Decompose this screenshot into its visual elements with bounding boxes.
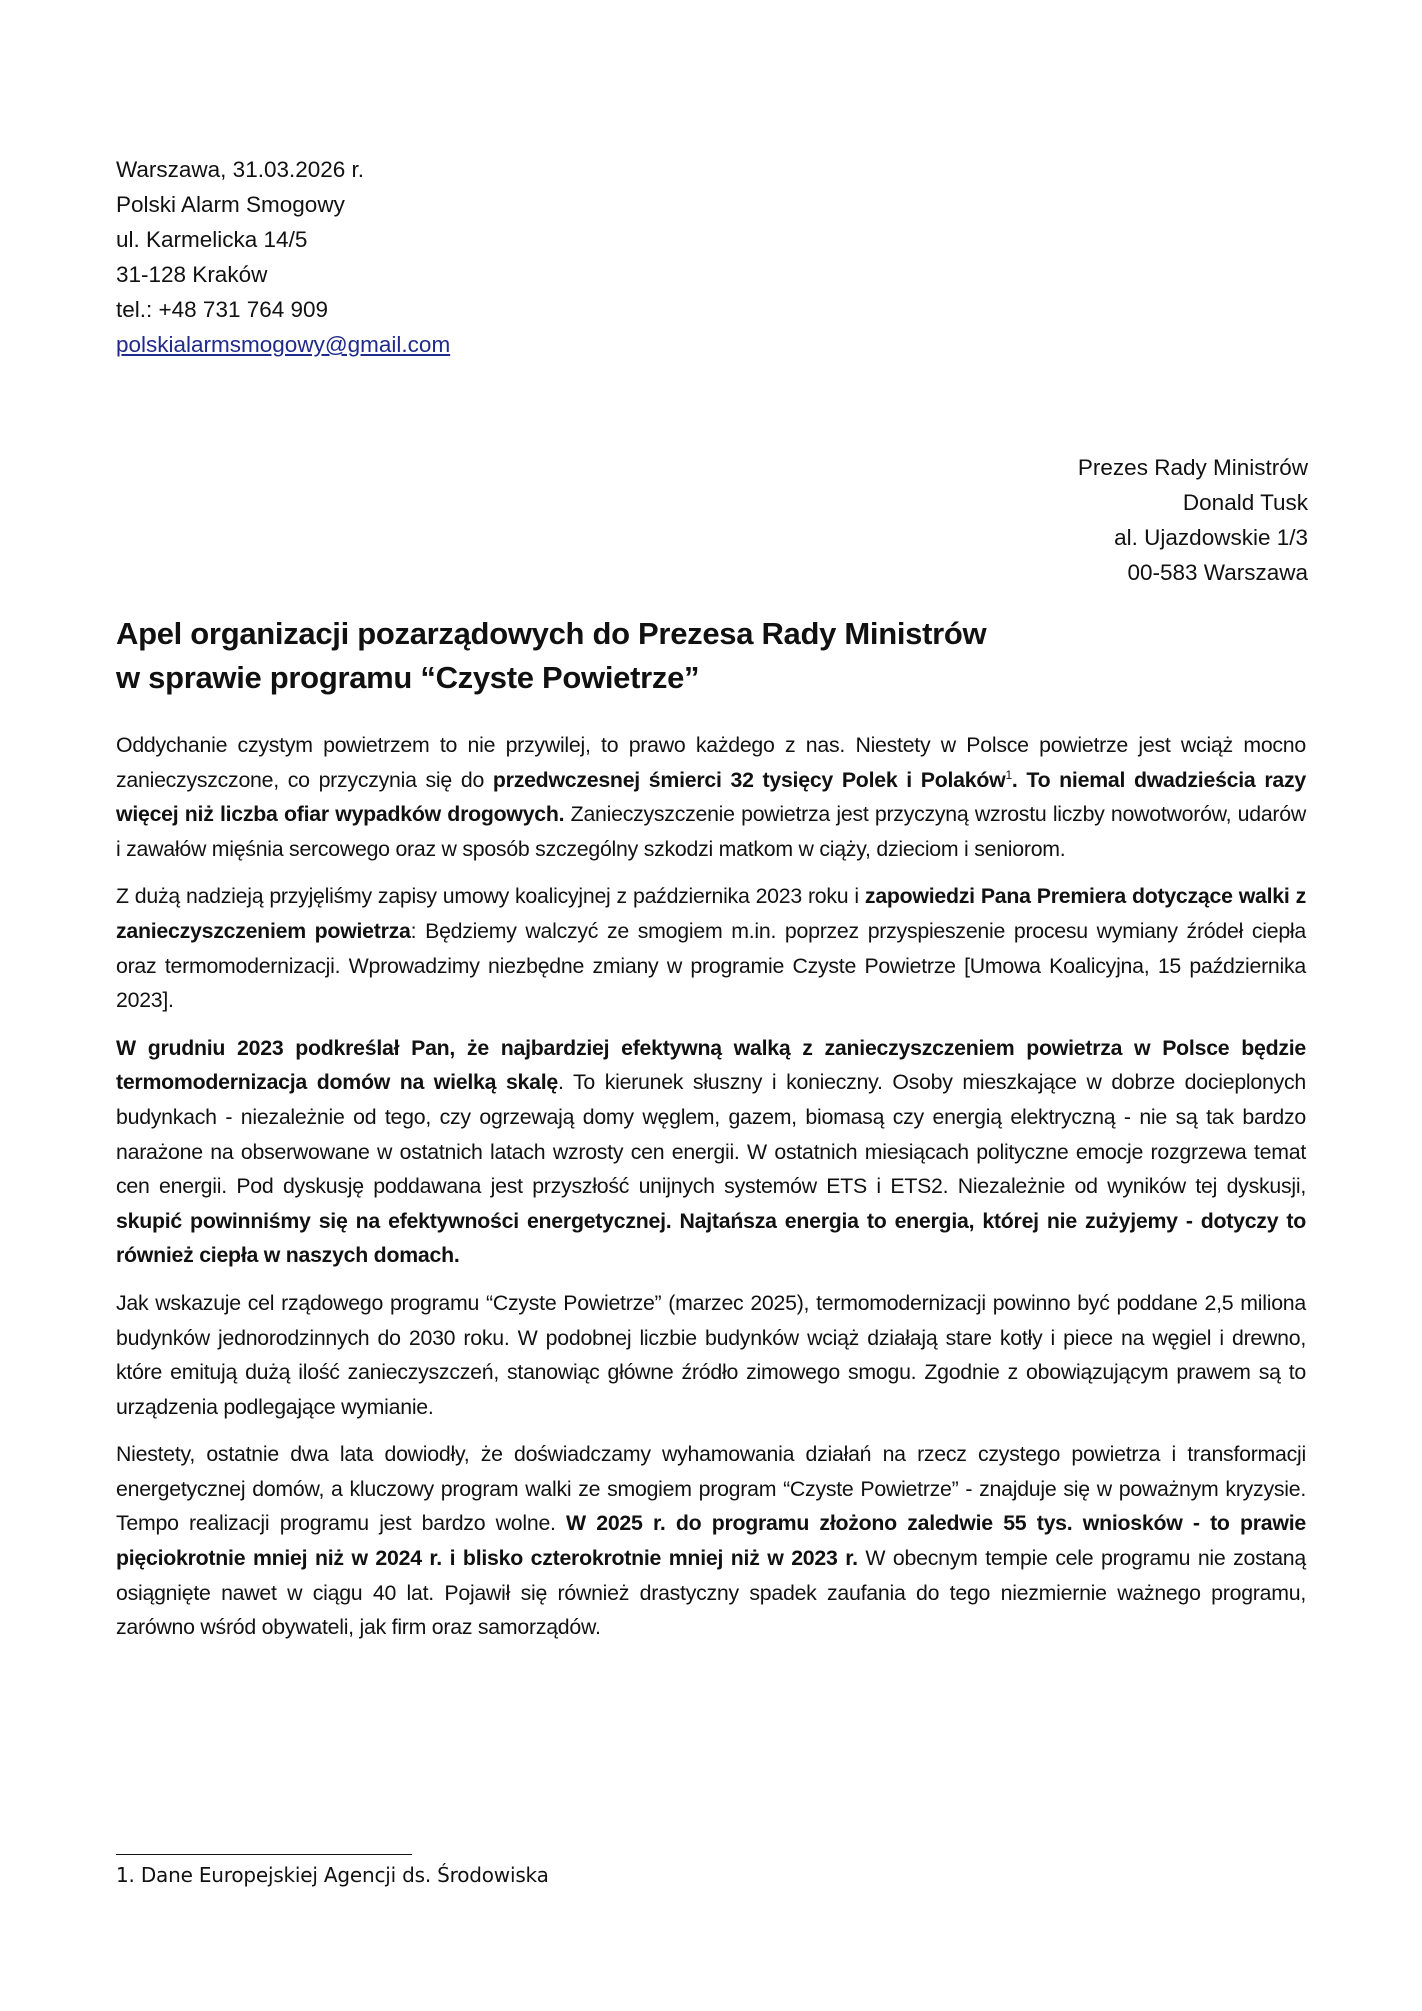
emphasized-text: W grudniu 2023 podkreślał Pan, że najbardziej efektywną walką z zanieczyszczeniem powietrza w Polsce będzie termomodernizacja domów na wielką skalę: [116, 1035, 1306, 1095]
recipient-office: Prezes Rady Ministrów: [1077, 455, 1308, 480]
paragraph-text: : Będziemy walczyć ze smogiem m.in. poprzez przyspieszenie procesu wymiany źródeł ciepła oraz termomodernizacji. Wprowadzimy niezbędne zmiany w programie Czyste Powietrze [Umowa Koalicyjna, 15 października 2023].: [116, 918, 1306, 1013]
footnote: 1. Dane Europejskiej Agencji ds. Środowiska: [116, 1863, 549, 1887]
footnote-reference[interactable]: 1: [1005, 767, 1012, 782]
paragraph-text: Zanieczyszczenie powietrza jest przyczyną wzrostu liczby nowotworów, udarów i zawałów mięśnia sercowego oraz w sposób szczególny szkodzi matkom w ciąży, dzieciom i seniorom.: [116, 802, 1307, 861]
emphasized-text: przedwczesnej śmierci 32 tysięcy Polek i Polaków: [492, 767, 1006, 792]
date-line: Warszawa, 31.03.2026 r.: [116, 157, 365, 182]
recipient-block: [1078, 450, 1308, 590]
sender-block: [116, 152, 450, 362]
title-line-2: w sprawie programu “Czyste Powietrze”: [116, 660, 700, 695]
title-line-1: Apel organizacji pozarządowych do Prezesa Rady Ministrów: [116, 616, 987, 651]
paragraph-text: . To kierunek słuszny i konieczny. Osoby mieszkające w dobrze docieplonych budynkach - niezależnie od tego, czy ogrzewają domy węglem, gazem, biomasą czy energią elektryczną - nie są tak bardzo narażone na obserwowane w ostatnich latach wzrosty cen energii. W ostatnich miesiącach polityczne emocje rozgrzewa temat cen energii. Pod dyskusję poddawana jest przyszłość unijnych systemów ETS i ETS2. Niezależnie od wyników tej dyskusji,: [116, 1070, 1306, 1199]
sender-email-link[interactable]: polskialarmsmogowy@gmail.com: [116, 332, 451, 357]
footnote-divider: [116, 1854, 412, 1855]
emphasized-text: W 2025 r. do programu złożono zaledwie 55 tys. wniosków - to prawie pięciokrotnie mniej niż w 2024 r. i blisko czterokrotnie mniej niż w 2023 r.: [116, 1511, 1306, 1571]
recipient-name: Donald Tusk: [1182, 490, 1308, 515]
letter-title: [116, 612, 1216, 700]
paragraph-text: Z dużą nadzieją przyjęliśmy zapisy umowy koalicyjnej z października 2023 roku i: [116, 884, 865, 909]
sender-organization: Polski Alarm Smogowy: [116, 192, 345, 217]
recipient-city: 00-583 Warszawa: [1127, 560, 1308, 585]
sender-phone: tel.: +48 731 764 909: [116, 297, 329, 322]
body-paragraph: [116, 1286, 1306, 1424]
body-paragraph: [116, 1437, 1306, 1645]
paragraph-text: Niestety, ostatnie dwa lata dowiodły, że doświadczamy wyhamowania działań na rzecz czystego powietrza i transformacji energetycznej domów, a kluczowy program walki ze smogiem program “Czyste Powietrze” - znajduje się w poważnym kryzysie. Tempo realizacji programu jest bardzo wolne.: [116, 1442, 1306, 1536]
body-paragraph: [116, 879, 1306, 1017]
paragraph-text: Oddychanie czystym powietrzem to nie przywilej, to prawo każdego z nas. Niestety w Polsce powietrze jest wciąż mocno zanieczyszczone, co przyczynia się do: [116, 733, 1306, 792]
recipient-street: al. Ujazdowskie 1/3: [1114, 525, 1308, 550]
paragraph-text: W obecnym tempie cele programu nie zostaną osiągnięte nawet w ciągu 40 lat. Pojawił się również drastyczny spadek zaufania do tego niezmiernie ważnego programu, zarówno wśród obywateli, jak firm oraz samorządów.: [116, 1546, 1306, 1640]
emphasized-text: zapowiedzi Pana Premiera dotyczące walki z zanieczyszczeniem powietrza: [116, 884, 1306, 943]
body-paragraph: [116, 1031, 1306, 1273]
emphasized-text: . To niemal dwadzieścia razy więcej niż liczba ofiar wypadków drogowych.: [116, 767, 1306, 827]
body-paragraph: [116, 728, 1306, 866]
sender-city: 31-128 Kraków: [116, 262, 268, 287]
paragraph-text: Jak wskazuje cel rządowego programu “Czyste Powietrze” (marzec 2025), termomodernizacji powinno być poddane 2,5 miliona budynków jednorodzinnych do 2030 roku. W podobnej liczbie budynków wciąż działają stare kotły i piece na węgiel i drewno, które emitują dużą ilość zanieczyszczeń, stanowiąc główne źródło zimowego smogu. Zgodnie z obowiązującym prawem są to urządzenia podlegające wymianie.: [116, 1290, 1306, 1419]
emphasized-text: skupić powinniśmy się na efektywności energetycznej. Najtańsza energia to energia, której nie zużyjemy - dotyczy to również ciepła w naszych domach.: [116, 1208, 1306, 1268]
letter-body: [116, 728, 1306, 1658]
sender-street: ul. Karmelicka 14/5: [116, 227, 308, 252]
